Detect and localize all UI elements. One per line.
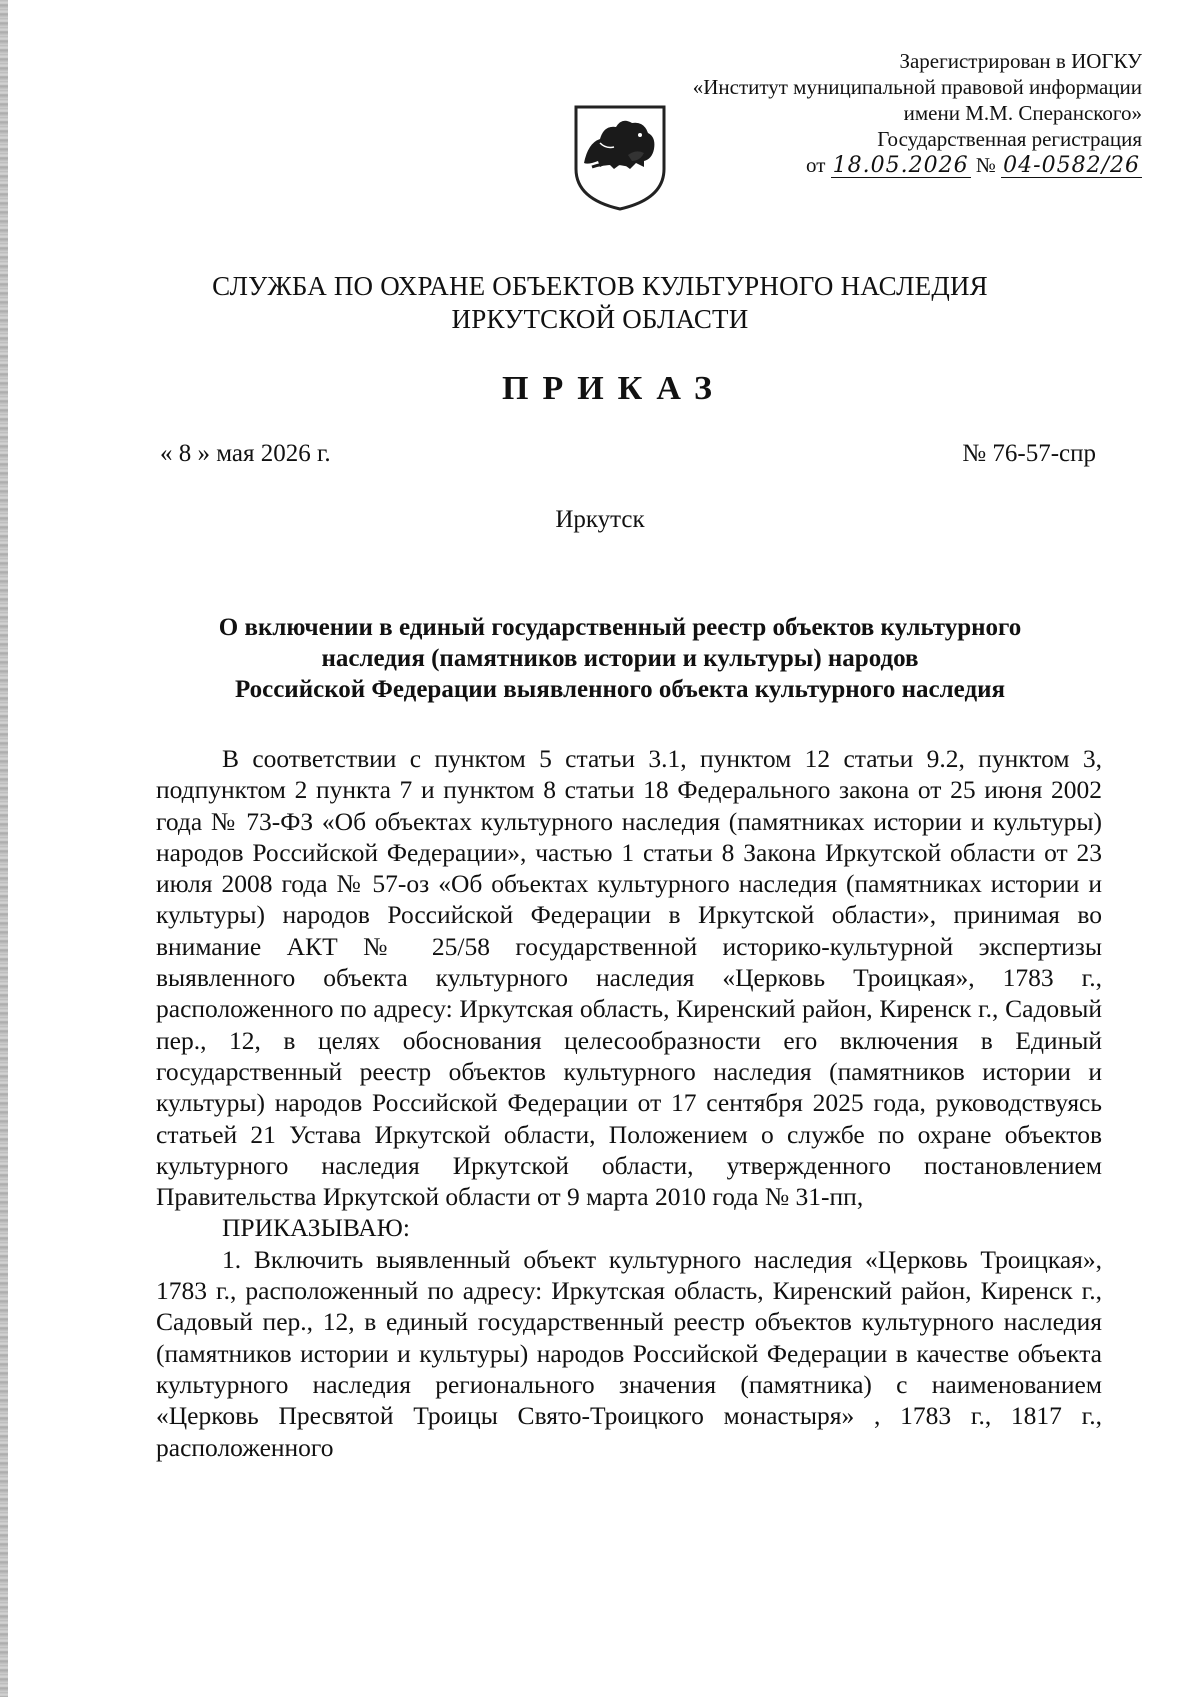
registration-line-4: Государственная регистрация [877, 127, 1142, 151]
document-number: № 76-57-спр [962, 440, 1096, 467]
heading-line-3: Российской Федерации выявленного объекта культурного наследия [234, 676, 1006, 703]
order-item-1: 1. Включить выявленный объект культурного наследия «Церковь Троицкая», 1783 г., расположенный по адресу: Иркутская область, Киренский район, Киренск г., Садовый пер., 12, в единый государственный реестр объектов культурного наследия (памятников истории и культуры) народов Российской Федерации в качестве объекта культурного наследия регионального значения (памятника) с наименованием «Церковь Пресвятой Троицы Свято-Троицкого монастыря» , 1783 г., 1817 г., расположенного [156, 1244, 1102, 1462]
registration-number-label: № [975, 153, 996, 177]
heading-line-2: наследия (памятников истории и культуры) народов [321, 645, 919, 672]
irkutsk-coat-of-arms-icon [570, 103, 670, 213]
registration-line-1: Зарегистрирован в ИОГКУ [899, 49, 1142, 73]
registration-line-3: имени М.М. Сперанского» [903, 101, 1142, 125]
agency-line-2: ИРКУТСКОЙ ОБЛАСТИ [451, 304, 749, 334]
agency-line-1: СЛУЖБА ПО ОХРАНЕ ОБЪЕКТОВ КУЛЬТУРНОГО НАСЛЕДИЯ [212, 271, 988, 301]
heading-line-1: О включении в единый государственный реестр объектов культурного [218, 614, 1022, 641]
document-date: « 8 » мая 2026 г. [160, 440, 331, 467]
registration-line-2: «Институт муниципальной правовой информации [692, 75, 1142, 99]
order-verb: ПРИКАЗЫВАЮ: [222, 1213, 410, 1243]
registration-from-label: от [806, 153, 826, 177]
document-city: Иркутск [555, 506, 645, 533]
document-body [156, 743, 1102, 1463]
agency-name [0, 270, 1200, 336]
document-heading [150, 612, 1090, 705]
registration-date-handwritten: 18.05.2026 [832, 153, 969, 178]
document-type: ПРИКАЗ [502, 370, 726, 407]
scan-edge [0, 0, 8, 1697]
preamble-paragraph: В соответствии с пунктом 5 статьи 3.1, пунктом 12 статьи 9.2, пунктом 3, подпунктом 2 пункта 7 и пунктом 8 статьи 18 Федерального закона от 25 июня 2002 года № 73-ФЗ «Об объектах культурного наследия (памятниках истории и культуры) народов Российской Федерации», частью 1 статьи 8 Закона Иркутской области от 23 июля 2008 года № 57-оз «Об объектах культурного наследия (памятниках истории и культуры) народов Российской Федерации в Иркутской области», принимая во внимание АКТ № 25/58 государственной историко-культурной экспертизы выявленного объекта культурного наследия «Церковь Троицкая», 1783 г., расположенного по адресу: Иркутская область, Киренский район, Киренск г., Садовый пер., 12, в целях обоснования целесообразности его включения в Единый государственный реестр объектов культурного наследия (памятников истории и культуры) народов Российской Федерации от 17 сентября 2025 года, руководствуясь статьей 21 Устава Иркутской области, Положением о службе по охране объектов культурного наследия Иркутской области, утвержденного постановлением Правительства Иркутской области от 9 марта 2010 года № 31-пп, [156, 744, 1102, 1212]
registration-number-handwritten: 04-0582/26 [1003, 153, 1140, 178]
